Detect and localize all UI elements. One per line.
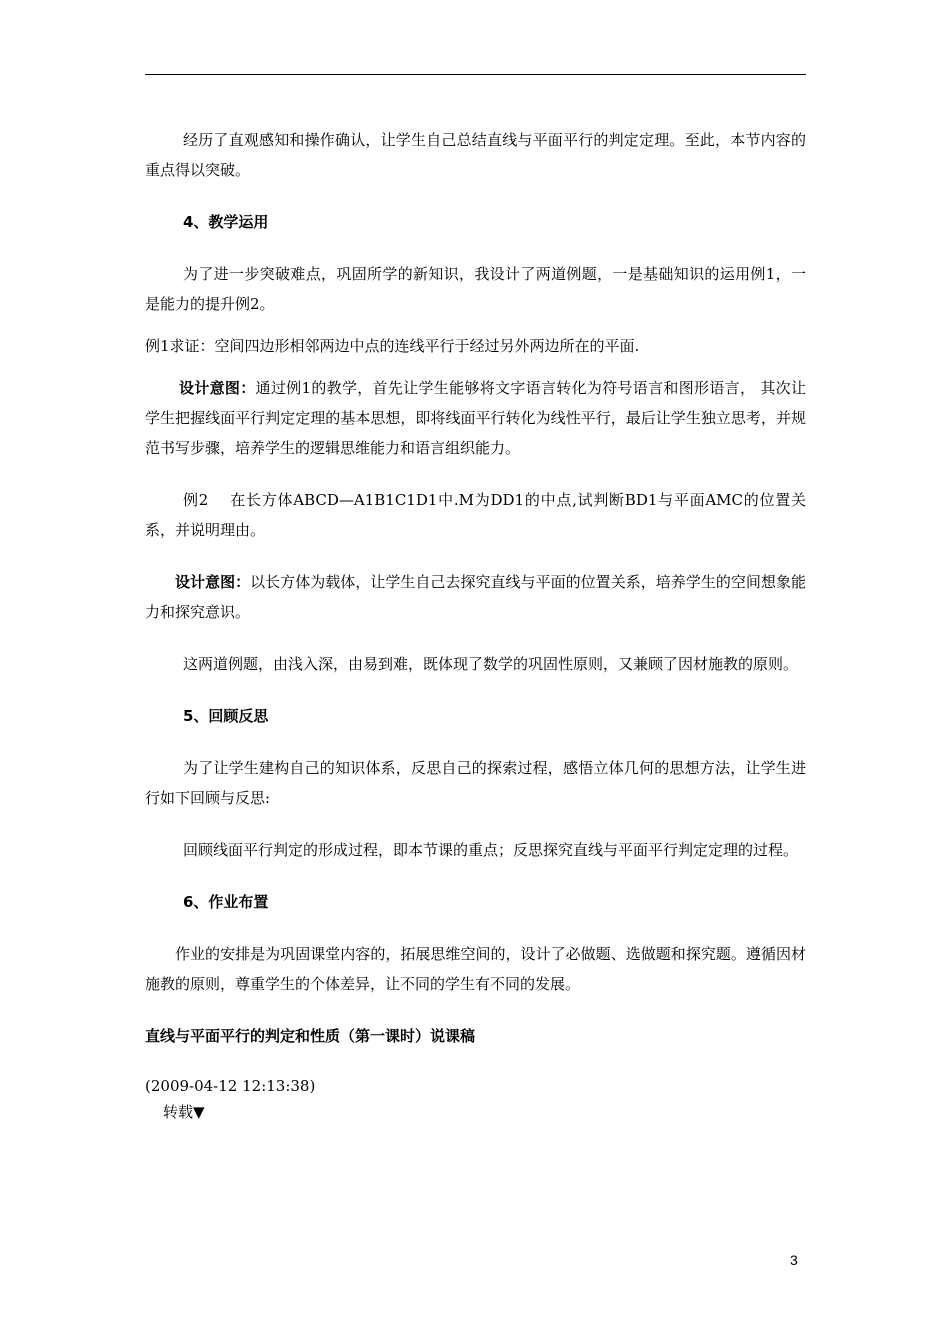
paragraph-reflection: 回顾线面平行判定的形成过程，即本节课的重点；反思探究直线与平面平行判定定理的过程。 [183,841,799,859]
paragraph-design-intent-1 [145,373,806,463]
paragraph-design-intent-2 [145,567,806,627]
paragraph-homework: 作业的安排是为巩固课堂内容的，拓展思维空间的，设计了必做题、选做题和探究题。遵循因材施教的原则，尊重学生的个体差异，让不同的学生有不同的发展。 [145,945,806,993]
paragraph-examples-summary: 这两道例题，由浅入深，由易到难，既体现了数学的巩固性原则，又兼顾了因材施教的原则。 [183,655,799,673]
document-body [145,125,806,1125]
section-heading-4: 4、教学运用 [183,213,269,231]
section-heading-6: 6、作业布置 [183,893,269,911]
paragraph-example-1: 例1求证：空间四边形相邻两边中点的连线平行于经过另外两边所在的平面. [145,337,640,355]
design-intent-label: 设计意图： [179,379,256,397]
paragraph-example-2: 例2 在长方体ABCD—A1B1C1D1中.M为DD1的中点,试判断BD1与平面AMC的位置关系，并说明理由。 [145,491,806,539]
section-heading-5: 5、回顾反思 [183,707,269,725]
design-intent-label: 设计意图： [175,573,251,591]
paragraph-summary: 经历了直观感知和操作确认，让学生自己总结直线与平面平行的判定定理。至此，本节内容的重点得以突破。 [145,131,806,179]
page-number: 3 [790,1252,798,1268]
header-rule [145,74,806,75]
design-intent-text: 以长方体为载体，让学生自己去探究直线与平面的位置关系，培养学生的空间想象能力和探究意识。 [145,573,806,621]
design-intent-text: 通过例1的教学，首先让学生能够将文字语言转化为符号语言和图形语言， 其次让学生把握线面平行判定定理的基本思想，即将线面平行转化为线性平行，最后让学生独立思考，并规范书写步骤，培养学生的逻辑思维能力和语言组织能力。 [145,379,806,457]
repost-link[interactable]: 转载▼ [163,1103,205,1121]
paragraph-examples-intro: 为了进一步突破难点，巩固所学的新知识，我设计了两道例题，一是基础知识的运用例1，一是能力的提升例2。 [145,265,806,313]
timestamp: (2009-04-12 12:13:38) [145,1077,316,1095]
paragraph-reflection-intro: 为了让学生建构自己的知识体系，反思自己的探索过程，感悟立体几何的思想方法，让学生进行如下回顾与反思: [145,759,806,807]
document-title: 直线与平面平行的判定和性质（第一课时）说课稿 [145,1027,476,1045]
